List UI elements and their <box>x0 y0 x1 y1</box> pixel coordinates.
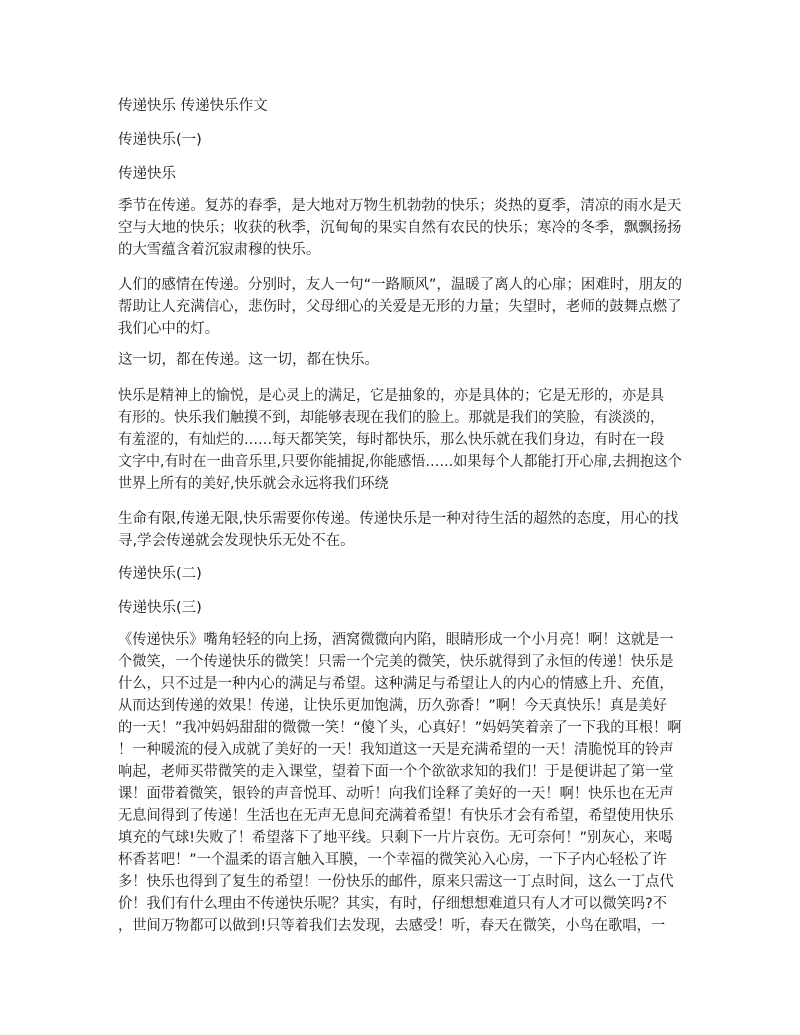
paragraph-2 <box>118 274 684 340</box>
paragraph-line: 我们心中的灯。 <box>118 321 220 337</box>
paragraph-line: 季节在传递。复苏的春季，是大地对万物生机勃勃的快乐；炎热的夏季，清凉的雨水是天 <box>118 198 682 214</box>
paragraph-line: 响起，老师买带微笑的走入课堂，望着下面一个个欲欲求知的我们！于是便讲起了第一堂 <box>118 764 674 780</box>
paragraph-line: 这一切，都在传递。这一切，都在快乐。 <box>118 352 379 368</box>
paragraph-line: 空与大地的快乐；收获的秋季，沉甸甸的果实自然有农民的快乐；寒冷的冬季，飘飘扬扬 <box>118 220 682 236</box>
section-heading-2: 传递快乐(二) <box>118 566 202 582</box>
paragraph-line: 《传递快乐》嘴角轻轻的向上扬，酒窝微微向内陷，眼睛形成一个小月亮！啊！这就是一 <box>118 632 674 648</box>
paragraph-5 <box>118 508 678 552</box>
paragraph-3 <box>118 349 379 371</box>
paragraph-line: 帮助让人充满信心，悲伤时，父母细心的关爱是无形的力量；失望时，老师的鼓舞点燃了 <box>118 299 682 315</box>
paragraph-line: 的大雪蕴含着沉寂肃穆的快乐。 <box>118 242 321 258</box>
document-title: 传递快乐 传递快乐作文 <box>118 98 268 114</box>
paragraph-line: 生命有限,传递无限,快乐需要你传递。传递快乐是一种对待生活的超然的态度，用心的找 <box>118 511 679 527</box>
paragraph-line: 课！面带着微笑，银铃的声音悦耳、动听！向我们诠释了美好的一天！啊！快乐也在无声 <box>118 786 674 802</box>
section-heading-1: 传递快乐(一) <box>118 132 202 148</box>
paragraph-line: 人们的感情在传递。分别时，友人一句“一路顺风”，温暖了离人的心扉；困难时，朋友的 <box>118 277 683 293</box>
paragraph-6 <box>118 629 692 937</box>
paragraph-line: 快乐是精神上的愉悦，是心灵上的满足，它是抽象的，亦是具体的；它是无形的，亦是具 <box>118 388 665 404</box>
paragraph-line: 有羞涩的，有灿烂的……每天都笑笑，每时都快乐，那么快乐就在我们身边，有时在一段 <box>118 432 665 448</box>
paragraph-line: ！一种暖流的侵入成就了美好的一天！我知道这一天是充满希望的一天！清脆悦耳的铃声 <box>118 742 674 758</box>
paragraph-line: 什么，只不过是一种内心的满足与希望。这种满足与希望让人的内心的情感上升、充值， <box>118 676 674 692</box>
paragraph-1 <box>118 195 684 261</box>
paragraph-line: 价！我们有什么理由不传递快乐呢？其实，有时，仔细想想难道只有人才可以微笑吗?不 <box>118 896 667 912</box>
paragraph-line: 从而达到传递的效果！传递，让快乐更加饱满，历久弥香！”啊！今天真快乐！真是美好 <box>118 698 667 714</box>
paragraph-line: 寻,学会传递就会发现快乐无处不在。 <box>118 533 355 549</box>
paragraph-line: 文字中,有时在一曲音乐里,只要你能捕捉,你能感悟……如果每个人都能打开心扉,去拥抱这个 <box>118 454 682 470</box>
section-subheading-1: 传递快乐 <box>118 166 176 182</box>
section-heading-3: 传递快乐(三) <box>118 600 202 616</box>
paragraph-line: 无息间得到了传递！生活也在无声无息间充满着希望！有快乐才会有希望，希望使用快乐 <box>118 808 674 824</box>
paragraph-line: ，世间万物都可以做到!只等着我们去发现，去感受！听，春天在微笑，小鸟在歌唱，一 <box>118 918 666 934</box>
paragraph-line: 有形的。快乐我们触摸不到，却能够表现在我们的脸上。那就是我们的笑脸，有淡淡的， <box>118 410 665 426</box>
paragraph-line: 的一天！”我冲妈妈甜甜的微微一笑！“傻丫头，心真好！”妈妈笑着亲了一下我的耳根！啊 <box>118 720 682 736</box>
paragraph-line: 多！快乐也得到了复生的希望！一份快乐的邮件，原来只需这一丁点时间，这么一丁点代 <box>118 874 674 890</box>
paragraph-line: 填充的气球!失败了！希望落下了地平线。只剩下一片片哀伤。无可奈何！”别灰心，来喝 <box>118 830 673 846</box>
paragraph-4 <box>118 385 702 495</box>
paragraph-line: 杯香茗吧！”一个温柔的语言触入耳膜，一个幸福的微笑沁入心房，一下子内心轻松了许 <box>118 852 667 868</box>
paragraph-line: 个微笑，一个传递快乐的微笑！只需一个完美的微笑，快乐就得到了永恒的传递！快乐是 <box>118 654 674 670</box>
paragraph-line: 世界上所有的美好,快乐就会永远将我们环绕 <box>118 476 389 492</box>
